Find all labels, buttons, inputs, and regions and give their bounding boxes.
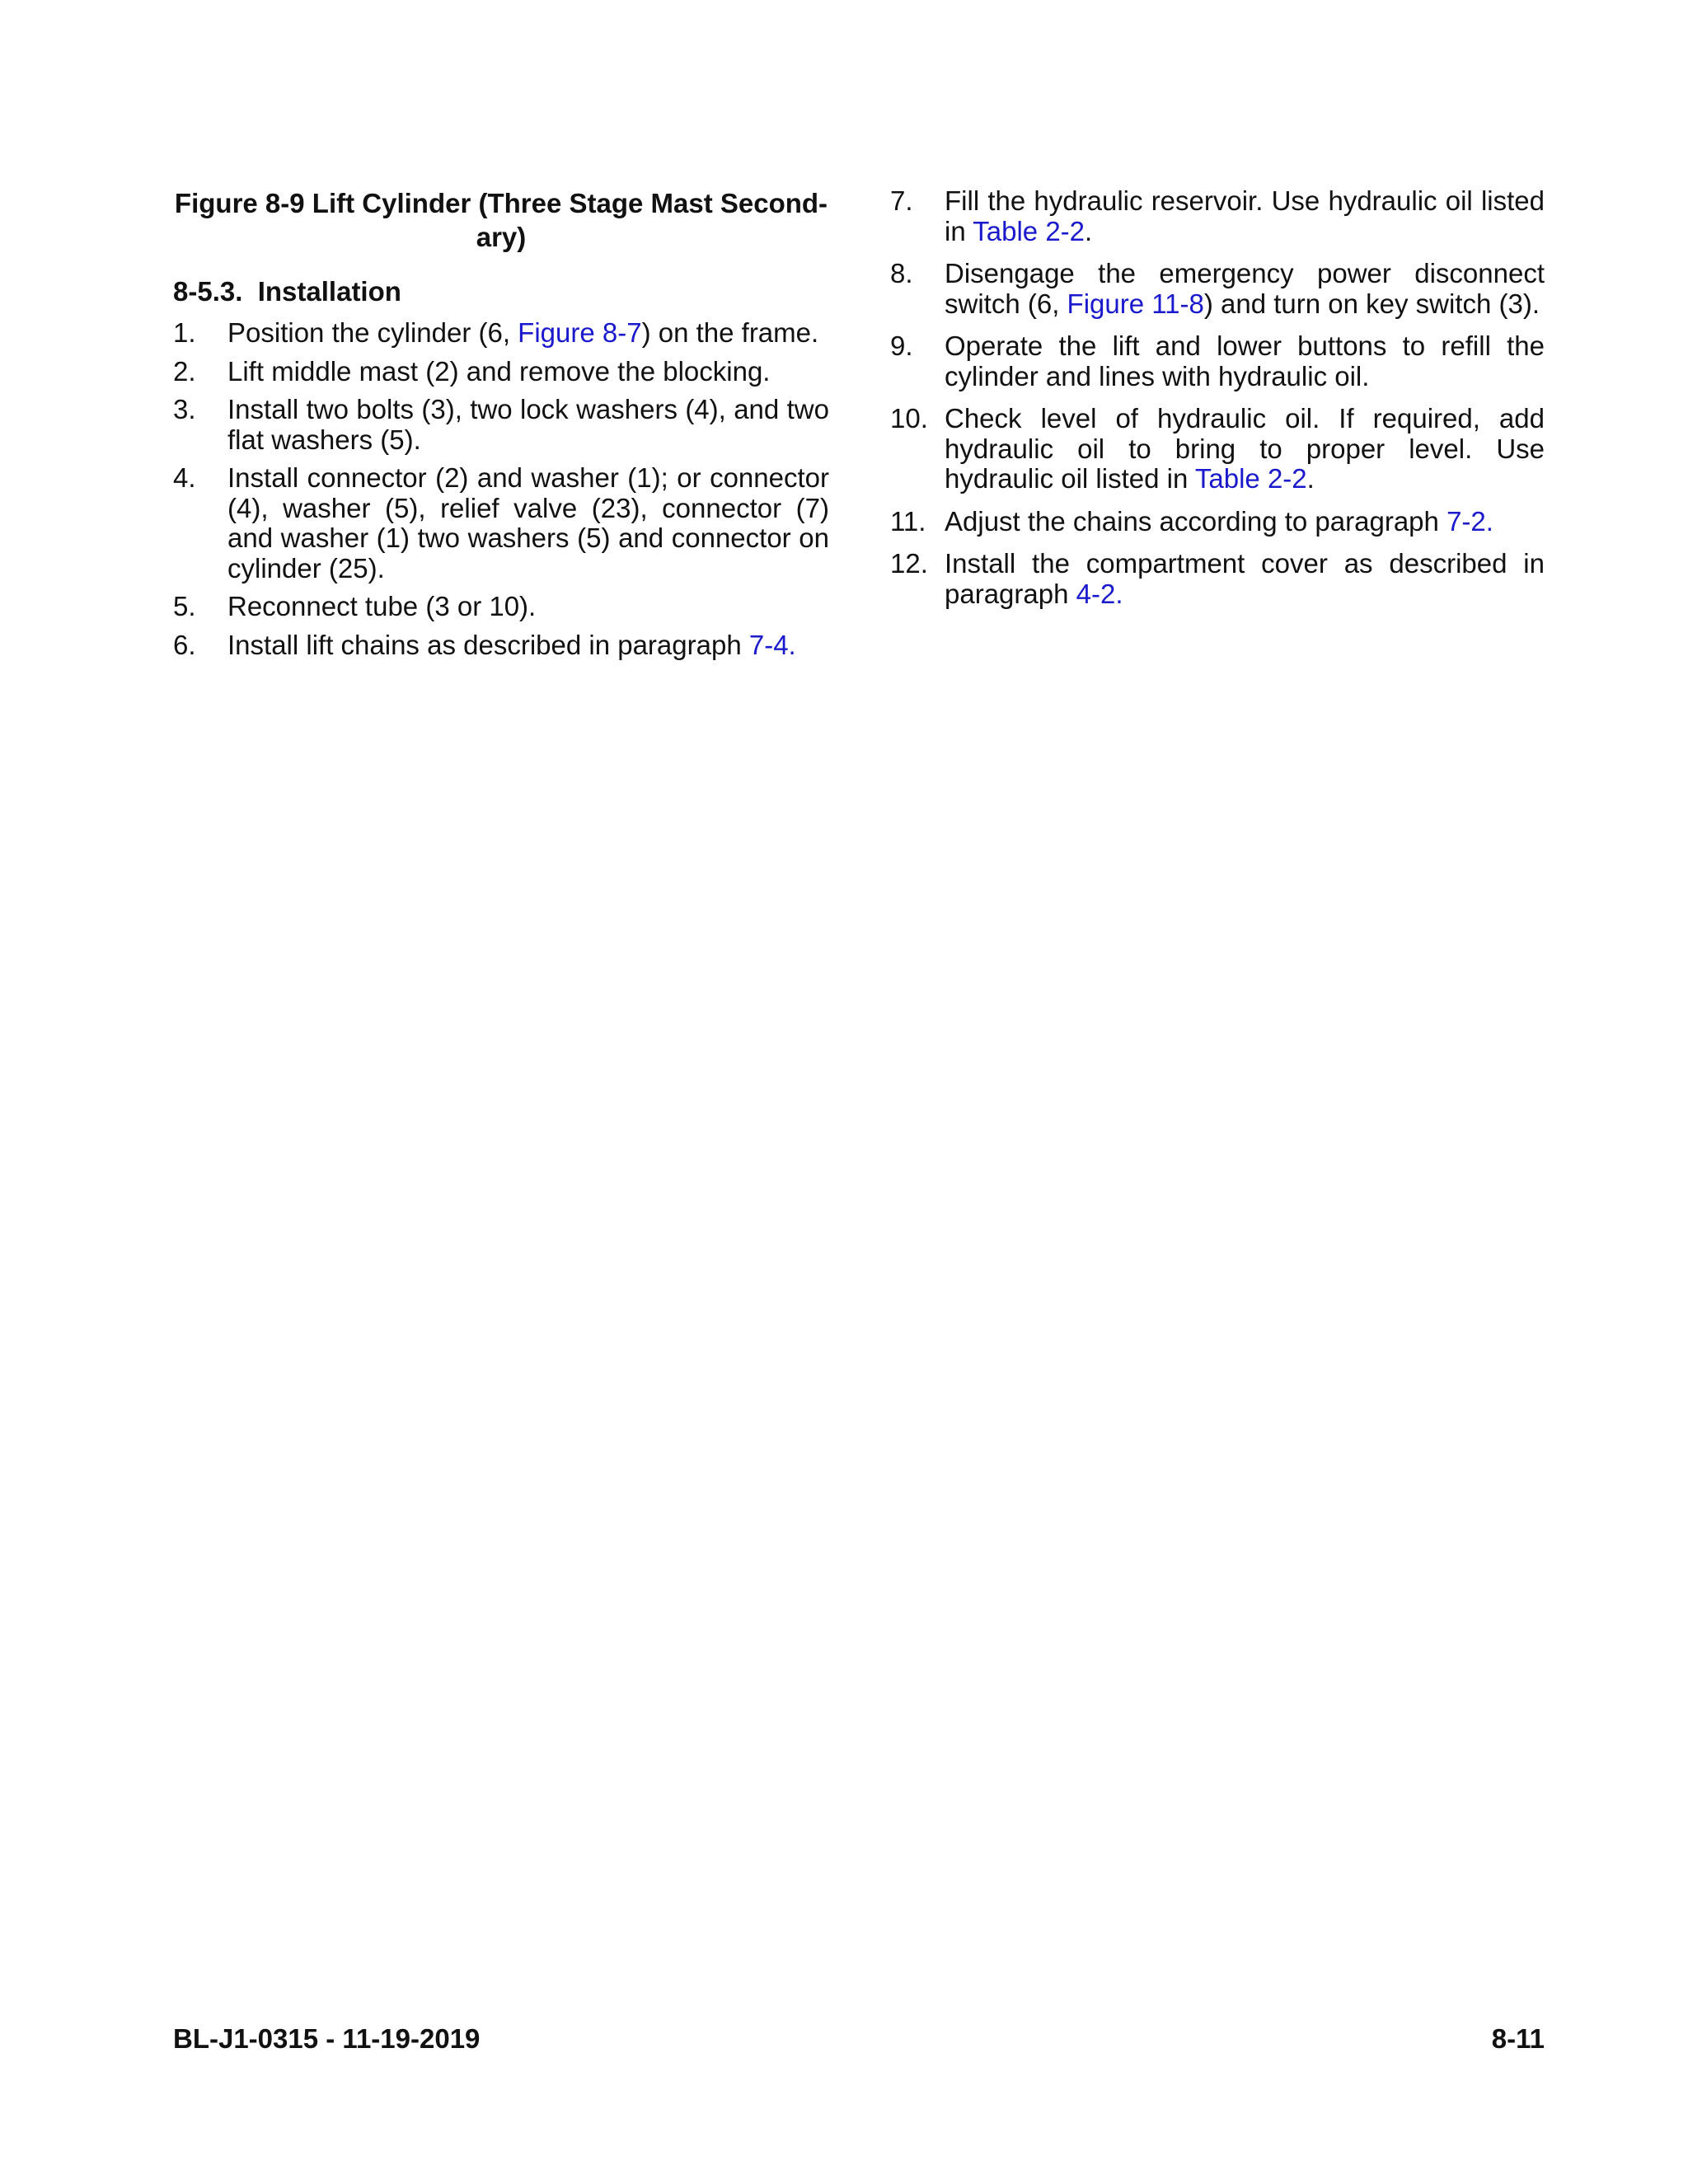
- section-title: Installation: [257, 276, 401, 307]
- step-number: 9.: [890, 330, 913, 361]
- cross-reference-link[interactable]: Table 2-2: [1194, 463, 1307, 494]
- step-item: [890, 549, 1545, 609]
- step-text-segment: ) on the frame.: [641, 317, 819, 348]
- step-text-segment: ) and turn on key switch (3).: [1203, 288, 1540, 319]
- step-text: [227, 318, 829, 349]
- step-item: [173, 357, 829, 387]
- step-number: 11.: [890, 505, 926, 537]
- step-text-segment: Operate the lift and lower buttons to refill the cylinder and lines with hydraulic oil.: [945, 330, 1545, 391]
- step-text: [227, 395, 829, 455]
- step-text: [945, 507, 1545, 537]
- step-item: [173, 630, 829, 661]
- step-text-segment: Check level of hydraulic oil. If required, add hydraulic oil to bring to proper level. Use hydraulic oil listed in: [945, 403, 1545, 494]
- footer-page-number: 8-11: [1491, 2023, 1545, 2054]
- step-text-segment: Lift middle mast (2) and remove the blocking.: [227, 355, 771, 387]
- step-item: [173, 463, 829, 583]
- steps-list-right: [890, 186, 1545, 609]
- cross-reference-link[interactable]: 7-2.: [1447, 505, 1493, 537]
- step-text: [945, 404, 1545, 494]
- step-text: [227, 463, 829, 583]
- step-text: [945, 331, 1545, 391]
- steps-list-left: [173, 318, 829, 660]
- section-number: 8-5.3.: [173, 276, 243, 307]
- step-number: 10.: [890, 403, 928, 434]
- section-heading: [173, 275, 829, 308]
- step-number: 7.: [890, 185, 913, 216]
- step-item: [890, 404, 1545, 494]
- step-number: 5.: [173, 591, 196, 621]
- step-text: [227, 592, 829, 622]
- step-number: 6.: [173, 629, 196, 660]
- step-text: [227, 630, 829, 661]
- cross-reference-link[interactable]: Figure 8-7: [518, 317, 642, 348]
- step-text-segment: Reconnect tube (3 or 10).: [227, 591, 537, 621]
- step-number: 4.: [173, 462, 196, 493]
- step-text: [945, 186, 1545, 246]
- cross-reference-link[interactable]: 7-4.: [748, 629, 796, 660]
- step-text: [945, 549, 1545, 609]
- step-text-segment: Position the cylinder (6,: [227, 317, 518, 348]
- step-text-segment: Install two bolts (3), two lock washers (4), and two flat washers (5).: [227, 394, 829, 455]
- step-text-segment: Install lift chains as described in paragraph: [227, 629, 749, 660]
- cross-reference-link[interactable]: Table 2-2: [973, 215, 1085, 246]
- step-item: [890, 259, 1545, 319]
- step-item: [173, 318, 829, 349]
- left-column: [173, 186, 829, 668]
- step-text-segment: Install the compartment cover as described in paragraph: [945, 548, 1545, 609]
- step-item: [173, 592, 829, 622]
- step-text: [227, 357, 829, 387]
- step-number: 8.: [890, 258, 913, 288]
- step-item: [173, 395, 829, 455]
- step-number: 12.: [890, 548, 928, 579]
- step-number: 3.: [173, 394, 196, 424]
- step-text-segment: .: [1085, 215, 1093, 246]
- step-text-segment: Disengage the emergency power disconnect switch (6,: [945, 258, 1545, 319]
- figure-caption: Figure 8-9 Lift Cylinder (Three Stage Mast Second-ary): [174, 188, 828, 252]
- cross-reference-link[interactable]: Figure 11-8: [1067, 288, 1204, 319]
- step-text-segment: .: [1306, 463, 1315, 494]
- step-item: [890, 331, 1545, 391]
- step-item: [890, 507, 1545, 537]
- footer-doc-id: BL-J1-0315 - 11-19-2019: [173, 2023, 481, 2054]
- step-number: 1.: [173, 317, 196, 348]
- cross-reference-link[interactable]: 4-2.: [1076, 578, 1123, 609]
- step-text-segment: Install connector (2) and washer (1); or connector (4), washer (5), relief valve (23), connector (7) and washer (1) two washers (5) and connector on cylinder (25).: [227, 462, 829, 583]
- step-text-segment: Fill the hydraulic reservoir. Use hydraulic oil listed in: [945, 185, 1545, 246]
- step-text-segment: Adjust the chains according to paragraph: [945, 505, 1447, 537]
- step-item: [890, 186, 1545, 246]
- step-number: 2.: [173, 355, 196, 387]
- right-column: [890, 186, 1545, 621]
- step-text: [945, 259, 1545, 319]
